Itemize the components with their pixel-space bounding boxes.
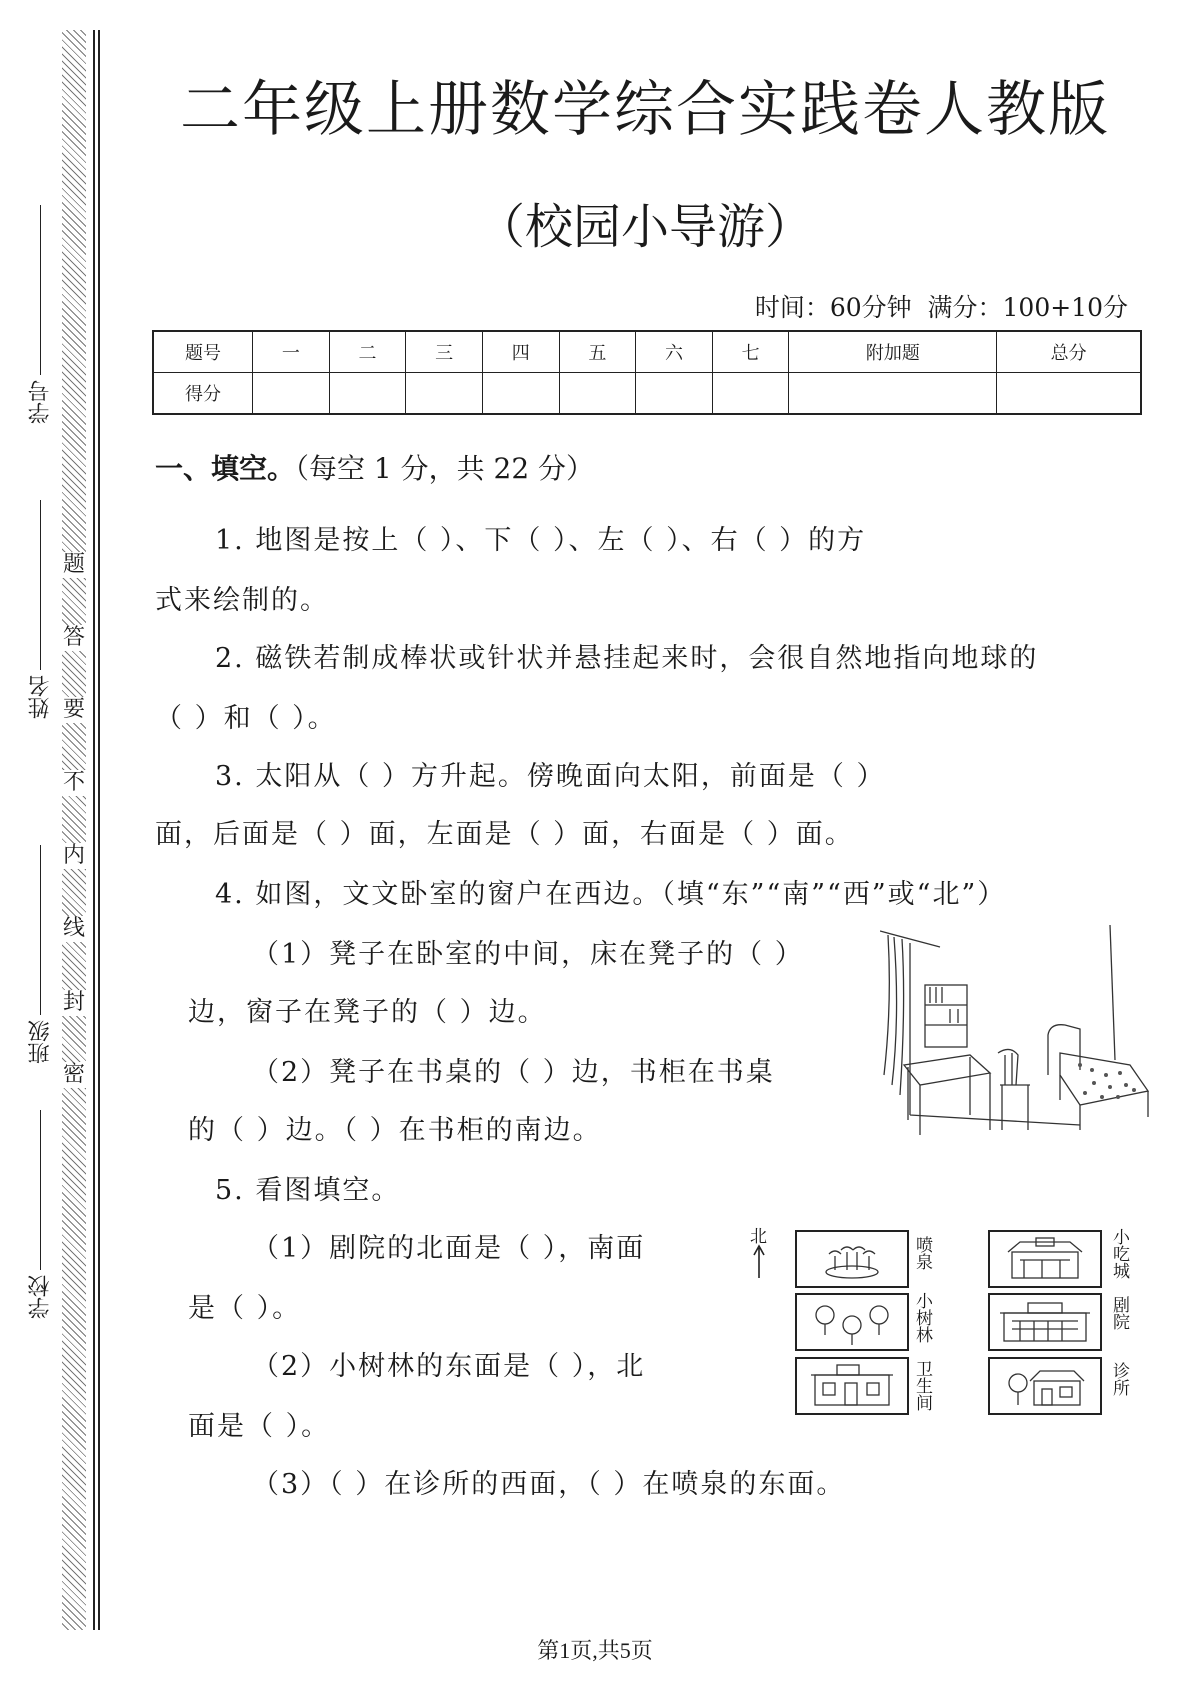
score-header-cell: 七 bbox=[712, 331, 789, 373]
score-header-cell: 五 bbox=[559, 331, 636, 373]
seal-char: 答 bbox=[62, 625, 85, 650]
question-4-line-1: 4. 如图，文文卧室的窗户在西边。（填“东”“南”“西”或“北”） bbox=[215, 879, 1007, 910]
question-5-2-line-2: 面是（ ）。 bbox=[188, 1411, 331, 1442]
north-label: 北 bbox=[750, 1227, 767, 1247]
toilet-building-icon bbox=[797, 1359, 907, 1413]
question-4-2-line-2: 的（ ）边。（ ）在书柜的南边。 bbox=[188, 1115, 602, 1146]
seal-char: 题 bbox=[62, 552, 85, 577]
score-cell[interactable] bbox=[559, 373, 636, 415]
bookshelf bbox=[925, 985, 967, 1047]
desk-top bbox=[904, 1055, 990, 1085]
score-header-cell: 六 bbox=[636, 331, 713, 373]
question-5-2-line-1: （2）小树林的东面是（ ），北 bbox=[252, 1351, 646, 1382]
chair bbox=[998, 1049, 1030, 1130]
map-theater bbox=[988, 1293, 1102, 1351]
map-clinic bbox=[988, 1357, 1102, 1415]
wall-edge bbox=[910, 943, 1080, 1125]
snack-building-icon bbox=[990, 1232, 1100, 1286]
score-value-row bbox=[153, 373, 1141, 415]
score-cell[interactable] bbox=[406, 373, 483, 415]
theater-building-icon bbox=[990, 1295, 1100, 1349]
wall-corner bbox=[1110, 925, 1115, 1060]
class-line bbox=[40, 845, 41, 1015]
label-snack: 小吃城 bbox=[1109, 1228, 1129, 1279]
bed-headboard bbox=[1048, 1025, 1080, 1075]
trees-icon bbox=[797, 1295, 907, 1349]
map-snack bbox=[988, 1230, 1102, 1288]
score-header-cell: 三 bbox=[406, 331, 483, 373]
curtain bbox=[884, 935, 904, 1095]
section-heading bbox=[155, 447, 594, 487]
label-student-id: 学号 bbox=[25, 380, 56, 424]
bedroom-illustration bbox=[880, 925, 1150, 1135]
score-table bbox=[152, 330, 1142, 415]
seal-char: 密 bbox=[62, 1062, 85, 1087]
question-2-line-1: 2. 磁铁若制成棒状或针状并悬挂起来时，会很自然地指向地球的 bbox=[215, 643, 1039, 674]
score-cell[interactable] bbox=[482, 373, 559, 415]
score-cell[interactable] bbox=[329, 373, 406, 415]
bed bbox=[1060, 1053, 1148, 1105]
label-clinic: 诊所 bbox=[1109, 1362, 1129, 1396]
seal-char: 要 bbox=[62, 697, 85, 722]
section-title: 一、填空。 bbox=[155, 452, 296, 485]
question-5-1-line-2: 是（ ）。 bbox=[188, 1293, 302, 1324]
clinic-building-icon bbox=[990, 1359, 1100, 1413]
score-header-cell: 附加题 bbox=[789, 331, 997, 373]
page-subtitle: （校园小导游） bbox=[476, 199, 813, 255]
label-toilet: 卫生间 bbox=[912, 1360, 932, 1411]
question-2-line-2: （ ）和（ ）。 bbox=[155, 703, 337, 734]
school-line bbox=[40, 1110, 41, 1270]
score-header-cell: 一 bbox=[253, 331, 330, 373]
question-4-2-line-1: （2）凳子在书桌的（ ）边，书柜在书桌 bbox=[252, 1057, 775, 1088]
label-name: 姓名 bbox=[25, 675, 56, 719]
map-fountain bbox=[795, 1230, 909, 1288]
score-cell[interactable] bbox=[997, 373, 1141, 415]
map-grove bbox=[795, 1293, 909, 1351]
label-fountain: 喷泉 bbox=[912, 1236, 932, 1270]
score-cell[interactable] bbox=[636, 373, 713, 415]
question-3-line-2: 面，后面是（ ）面，左面是（ ）面，右面是（ ）面。 bbox=[155, 819, 854, 850]
label-school: 学校 bbox=[25, 1275, 56, 1319]
exam-meta: 时间：60分钟 满分：100+10分 bbox=[754, 293, 1128, 322]
score-row-label: 得分 bbox=[153, 373, 253, 415]
section-note: （每空 1 分，共 22 分） bbox=[295, 452, 595, 485]
question-5-3: （3）（ ）在诊所的西面，（ ）在喷泉的东面。 bbox=[252, 1469, 846, 1500]
score-header-cell: 题号 bbox=[153, 331, 253, 373]
seal-char: 不 bbox=[62, 770, 85, 795]
question-1-line-2: 式来绘制的。 bbox=[155, 585, 329, 616]
label-grove: 小树林 bbox=[912, 1292, 932, 1343]
label-theater: 剧院 bbox=[1109, 1296, 1129, 1330]
name-line bbox=[40, 500, 41, 670]
score-header-cell: 总分 bbox=[997, 331, 1141, 373]
fountain-icon bbox=[797, 1232, 907, 1286]
question-4-1-line-2: 边，窗子在凳子的（ ）边。 bbox=[188, 997, 547, 1028]
label-class: 班级 bbox=[25, 1020, 56, 1064]
seal-char: 线 bbox=[62, 916, 85, 941]
seal-char: 封 bbox=[62, 990, 85, 1015]
score-cell[interactable] bbox=[253, 373, 330, 415]
page-number: 第1页,共5页 bbox=[537, 1638, 653, 1663]
question-3-line-1: 3. 太阳从（ ）方升起。傍晚面向太阳，前面是（ ） bbox=[215, 761, 886, 792]
map-toilet bbox=[795, 1357, 909, 1415]
student-id-line bbox=[40, 205, 41, 375]
binding-hatch-strip bbox=[62, 30, 86, 1630]
question-1-line-1: 1. 地图是按上（ ）、下（ ）、左（ ）、右（ ）的方 bbox=[215, 525, 867, 556]
page-title: 二年级上册数学综合实践卷人教版 bbox=[180, 75, 1110, 145]
binding-line-inner bbox=[98, 30, 100, 1630]
score-cell[interactable] bbox=[712, 373, 789, 415]
binding-line-outer bbox=[93, 30, 95, 1630]
question-4-1-line-1: （1）凳子在卧室的中间，床在凳子的（ ） bbox=[252, 939, 804, 970]
question-5: 5. 看图填空。 bbox=[215, 1175, 401, 1206]
seal-char: 内 bbox=[62, 843, 85, 868]
score-cell[interactable] bbox=[789, 373, 997, 415]
question-5-1-line-1: （1）剧院的北面是（ ），南面 bbox=[252, 1233, 646, 1264]
north-arrow-icon bbox=[752, 1244, 766, 1280]
score-header-row bbox=[153, 331, 1141, 373]
score-header-cell: 四 bbox=[482, 331, 559, 373]
score-header-cell: 二 bbox=[329, 331, 406, 373]
